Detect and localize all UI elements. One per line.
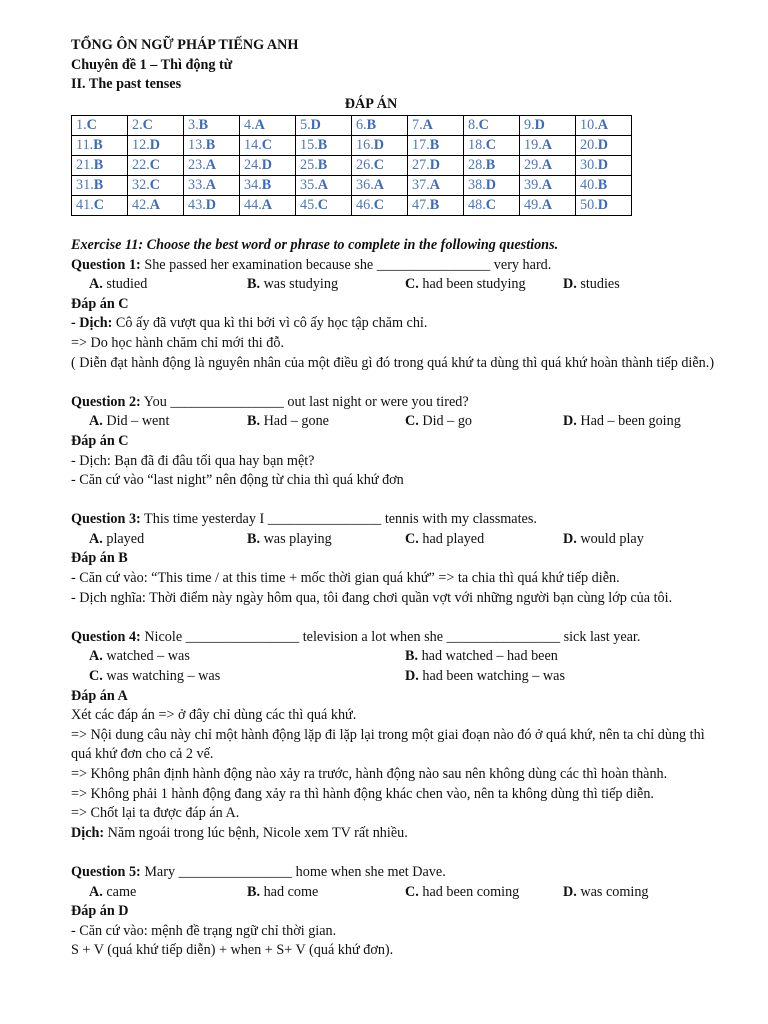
answer-cell <box>576 196 632 216</box>
explanation-text: ( Diễn đạt hành động là nguyên nhân của một điều gì đó trong quá khứ ta dùng thì quá khứ hoàn thành tiếp diễn.) <box>71 354 715 371</box>
answer-cell <box>128 176 184 196</box>
explanation-text: => Nội dung câu này chỉ một hành động lặp đi lặp lại trong một giai đoạn nào đó ở quá khứ, nên ta chỉ dùng thì quá khứ đơn cho cả 2 vế. <box>71 726 705 763</box>
question-text: Nicole ________________ television a lot when she ________________ sick last year. <box>140 628 641 645</box>
answer-letter: D <box>485 177 496 194</box>
answer-number: 27. <box>412 157 430 174</box>
answer-number: 16. <box>356 137 374 154</box>
question-label: Question 3: <box>71 511 141 528</box>
exercise-title: Exercise 11: Choose the best word or phrase to complete in the following questions. <box>71 236 559 253</box>
answer-number: 36. <box>356 177 374 194</box>
option-text: Did – go <box>418 413 472 430</box>
explanation-line <box>71 354 721 374</box>
answer-number: 2. <box>132 117 143 134</box>
answer-letter: D <box>310 117 321 134</box>
option[interactable] <box>89 275 247 295</box>
explanation-text: S + V (quá khứ tiếp diễn) + when + S+ V (quá khứ đơn). <box>71 942 394 959</box>
option-text: had been watching – was <box>418 668 565 685</box>
answer-cell <box>464 116 520 136</box>
option-letter: D. <box>563 276 577 293</box>
explanation-line <box>71 726 721 765</box>
question-text: You ________________ out last night or were you tired? <box>140 393 469 410</box>
option-letter: C. <box>405 530 419 547</box>
explanation-line <box>71 941 721 961</box>
answer-number: 22. <box>132 157 150 174</box>
answer-number: 44. <box>244 197 262 214</box>
answer-cell <box>72 116 128 136</box>
answer-number: 28. <box>468 157 486 174</box>
answer-label: Đáp án A <box>71 687 128 704</box>
answer-letter: C <box>149 177 160 194</box>
option-text: came <box>102 883 137 900</box>
option[interactable] <box>405 647 721 667</box>
explanation-line <box>71 452 721 472</box>
option-text: Had – gone <box>260 413 329 430</box>
answer-cell <box>464 156 520 176</box>
doc-subtitle: Chuyên đề 1 – Thì động từ <box>71 56 233 73</box>
explanation-line <box>71 804 721 824</box>
answer-row <box>72 156 632 176</box>
answer-cell <box>184 176 240 196</box>
answer-cell <box>520 176 576 196</box>
answer-letter: A <box>429 177 440 194</box>
answer-row <box>72 136 632 156</box>
answer-cell <box>408 116 464 136</box>
question-block <box>71 393 721 511</box>
option[interactable] <box>405 530 563 550</box>
answer-letter: B <box>93 137 103 154</box>
answer-cell <box>184 196 240 216</box>
explanation-text: Cô ấy đã vượt qua kì thi bởi vì cô ấy học tập chăm chỉ. <box>112 315 428 332</box>
options-row <box>71 883 721 903</box>
answer-number: 4. <box>244 117 255 134</box>
options-row <box>71 275 721 295</box>
answer-letter: A <box>205 177 216 194</box>
answer-letter: C <box>149 157 160 174</box>
option[interactable] <box>89 647 405 667</box>
option-letter: C. <box>405 413 419 430</box>
option-letter: B. <box>405 648 419 665</box>
answer-cell <box>72 156 128 176</box>
explanation-line <box>71 471 721 491</box>
option-letter: D. <box>563 413 577 430</box>
explanation-text: - Căn cứ vào “last night” nên động từ chia thì quá khứ đơn <box>71 472 404 489</box>
answer-cell <box>464 176 520 196</box>
answer-cell <box>296 116 352 136</box>
explanation-line <box>71 706 721 726</box>
question-label: Question 2: <box>71 393 141 410</box>
answer-letter: A <box>317 177 328 194</box>
answer-cell <box>296 176 352 196</box>
answer-cell <box>296 196 352 216</box>
answer-number: 31. <box>76 177 94 194</box>
option-text: had been coming <box>418 883 520 900</box>
answer-cell <box>240 116 296 136</box>
answer-number: 10. <box>580 117 598 134</box>
answer-letter: B <box>317 137 328 154</box>
answer-letter: A <box>541 157 552 174</box>
explanation-text: - Căn cứ vào: “This time / at this time + mốc thời gian quá khứ” => ta chia thì quá khứ tiếp diễn. <box>71 570 620 587</box>
answer-letter: C <box>317 197 328 214</box>
answer-cell <box>408 176 464 196</box>
answer-cell <box>576 156 632 176</box>
answer-letter: A <box>149 197 160 214</box>
answer-row <box>72 176 632 196</box>
answer-letter: D <box>534 117 545 134</box>
answer-cell <box>296 136 352 156</box>
answer-cell <box>408 196 464 216</box>
answer-letter: D <box>149 137 160 154</box>
answer-letter: A <box>422 117 433 134</box>
answer-number: 8. <box>468 117 479 134</box>
question-text: This time yesterday I ________________ tennis with my classmates. <box>140 511 537 528</box>
answer-number: 3. <box>188 117 199 134</box>
answer-number: 1. <box>76 117 87 134</box>
option-text: Did – went <box>102 413 170 430</box>
answer-letter: B <box>429 197 440 214</box>
answer-number: 35. <box>300 177 318 194</box>
explanation-line <box>71 765 721 785</box>
answer-cell <box>576 136 632 156</box>
explanation-text: Xét các đáp án => ở đây chỉ dùng các thì quá khứ. <box>71 707 357 724</box>
answer-letter: C <box>478 117 489 134</box>
answer-number: 14. <box>244 137 262 154</box>
spacer <box>71 608 721 628</box>
answer-number: 37. <box>412 177 430 194</box>
answer-letter: A <box>261 197 272 214</box>
answer-cell <box>128 156 184 176</box>
answer-letter: D <box>373 137 384 154</box>
answer-label: Đáp án C <box>71 432 129 449</box>
answer-number: 5. <box>300 117 311 134</box>
spacer <box>71 491 721 511</box>
answer-number: 15. <box>300 137 318 154</box>
answer-letter: B <box>261 177 272 194</box>
answer-cell <box>520 156 576 176</box>
explanation-text: => Chốt lại ta được đáp án A. <box>71 805 240 822</box>
answer-letter: B <box>93 157 104 174</box>
explanation-line <box>71 785 721 805</box>
option-letter: D. <box>563 883 577 900</box>
answer-cell <box>240 196 296 216</box>
option-text: would play <box>576 530 644 547</box>
answer-cell <box>352 136 408 156</box>
answer-cell <box>352 116 408 136</box>
option-letter: A. <box>89 413 103 430</box>
answer-cell <box>128 116 184 136</box>
option-letter: D. <box>405 668 419 685</box>
answer-row <box>72 116 632 136</box>
explanation-bold: - Dịch: <box>71 315 113 332</box>
option-letter: A. <box>89 530 103 547</box>
answer-cell <box>576 176 632 196</box>
question-label: Question 4: <box>71 628 141 645</box>
question-block <box>71 256 721 393</box>
options-row <box>71 530 721 550</box>
explanation-text: => Do học hành chăm chỉ mới thi đỗ. <box>71 334 285 351</box>
question-block <box>71 863 721 961</box>
answer-number: 29. <box>524 157 542 174</box>
answer-number: 33. <box>188 177 206 194</box>
answer-cell <box>520 136 576 156</box>
answer-letter: C <box>261 137 272 154</box>
option-text: was coming <box>576 883 649 900</box>
answer-number: 25. <box>300 157 318 174</box>
options-row <box>71 647 721 667</box>
answer-number: 30. <box>580 157 598 174</box>
explanation-line <box>71 922 721 942</box>
explanation-line <box>71 569 721 589</box>
explanation-text: - Dịch nghĩa: Thời điểm này ngày hôm qua, tôi đang chơi quần vợt với những người bạn cùng lớp của tôi. <box>71 589 673 606</box>
answer-number: 43. <box>188 197 206 214</box>
answer-number: 38. <box>468 177 486 194</box>
answer-number: 48. <box>468 197 486 214</box>
answer-number: 32. <box>132 177 150 194</box>
question-block <box>71 510 721 628</box>
option-text: Had – been going <box>576 413 681 430</box>
option-letter: A. <box>89 276 103 293</box>
answer-number: 47. <box>412 197 430 214</box>
option-letter: B. <box>247 883 261 900</box>
option[interactable] <box>405 667 721 687</box>
answer-letter: A <box>254 117 265 134</box>
question-text: She passed her examination because she ________________ very hard. <box>140 256 552 273</box>
answer-letter: C <box>373 197 384 214</box>
option-letter: B. <box>247 530 261 547</box>
answer-cell <box>520 196 576 216</box>
option-text: was playing <box>260 530 332 547</box>
option-text: studies <box>576 276 620 293</box>
question-stem <box>71 863 721 883</box>
explanation-line <box>71 824 721 844</box>
answer-number: 46. <box>356 197 374 214</box>
explanation-bold: Dịch: <box>71 824 105 841</box>
explanation-text: Năm ngoái trong lúc bệnh, Nicole xem TV rất nhiều. <box>104 824 408 841</box>
answer-letter: D <box>429 157 440 174</box>
answer-letter: D <box>597 197 608 214</box>
answer-label: Đáp án C <box>71 295 129 312</box>
answer-number: 45. <box>300 197 318 214</box>
answer-number: 41. <box>76 197 94 214</box>
answer-number: 7. <box>412 117 423 134</box>
option[interactable] <box>405 883 563 903</box>
question-list <box>71 256 721 961</box>
answer-number: 12. <box>132 137 150 154</box>
explanation-line <box>71 589 721 609</box>
answer-row <box>72 196 632 216</box>
answer-letter: C <box>142 117 153 134</box>
option[interactable] <box>247 530 405 550</box>
option-letter: C. <box>89 668 103 685</box>
answer-cell <box>184 156 240 176</box>
answer-letter: A <box>373 177 384 194</box>
answer-cell <box>464 136 520 156</box>
answer-letter: C <box>373 157 384 174</box>
answer-label: Đáp án D <box>71 903 129 920</box>
explanation-line <box>71 314 721 334</box>
question-label: Question 1: <box>71 256 141 273</box>
answer-letter: A <box>205 157 216 174</box>
option-letter: B. <box>247 413 261 430</box>
options-row <box>71 412 721 432</box>
option-text: played <box>102 530 145 547</box>
answer-number: 40. <box>580 177 598 194</box>
answer-letter: B <box>485 157 496 174</box>
question-stem <box>71 256 721 276</box>
question-stem <box>71 393 721 413</box>
answer-letter: B <box>597 177 608 194</box>
answer-letter: D <box>597 157 608 174</box>
answer-cell <box>128 136 184 156</box>
option[interactable] <box>563 530 721 550</box>
answer-cell <box>296 156 352 176</box>
option-letter: D. <box>563 530 577 547</box>
answer-key-table <box>71 115 632 216</box>
question-stem <box>71 510 721 530</box>
answer-number: 24. <box>244 157 262 174</box>
doc-section: II. The past tenses <box>71 76 182 93</box>
answer-letter: B <box>198 117 209 134</box>
answer-letter: A <box>541 197 552 214</box>
answer-letter: A <box>541 137 552 154</box>
answer-letter: B <box>93 177 104 194</box>
option[interactable] <box>405 275 563 295</box>
answer-number: 19. <box>524 137 542 154</box>
answer-number: 21. <box>76 157 94 174</box>
explanation-text: => Không phải 1 hành động đang xảy ra thì hành động khác chen vào, nên ta không dùng thì tiếp diễn. <box>71 785 654 802</box>
answer-letter: C <box>485 197 496 214</box>
explanation-text: - Căn cứ vào: mệnh đề trạng ngữ chỉ thời gian. <box>71 922 337 939</box>
answer-cell <box>240 176 296 196</box>
answer-letter: C <box>86 117 97 134</box>
answer-cell <box>184 116 240 136</box>
answer-cell <box>352 156 408 176</box>
answer-number: 17. <box>412 137 430 154</box>
option-letter: C. <box>405 276 419 293</box>
option-text: had been studying <box>418 276 526 293</box>
answer-cell <box>128 196 184 216</box>
answer-letter: D <box>597 137 608 154</box>
question-block <box>71 628 721 863</box>
option-letter: A. <box>89 883 103 900</box>
option-text: watched – was <box>102 648 190 665</box>
options-row <box>71 667 721 687</box>
answer-cell <box>576 116 632 136</box>
option[interactable] <box>563 275 721 295</box>
answer-number: 20. <box>580 137 598 154</box>
answer-cell <box>240 136 296 156</box>
answer-cell <box>464 196 520 216</box>
answer-number: 6. <box>356 117 367 134</box>
answer-letter: B <box>429 137 440 154</box>
answer-heading: ĐÁP ÁN <box>344 95 398 112</box>
explanation-line <box>71 334 721 354</box>
answer-letter: D <box>261 157 272 174</box>
explanation-text: => Không phân định hành động nào xảy ra trước, hành động nào sau nên không dùng các thì hoàn thành. <box>71 766 668 782</box>
option[interactable] <box>563 412 721 432</box>
answer-cell <box>72 176 128 196</box>
option-text: was studying <box>260 276 339 293</box>
answer-number: 26. <box>356 157 374 174</box>
answer-number: 13. <box>188 137 206 154</box>
option[interactable] <box>89 412 247 432</box>
answer-letter: B <box>205 137 216 154</box>
answer-number: 11. <box>76 137 94 154</box>
option-text: had watched – had been <box>418 648 558 665</box>
option-letter: A. <box>89 648 103 665</box>
option-letter: B. <box>247 276 261 293</box>
answer-letter: C <box>93 197 104 214</box>
option-text: studied <box>102 276 148 293</box>
option[interactable] <box>563 883 721 903</box>
answer-number: 50. <box>580 197 598 214</box>
answer-number: 18. <box>468 137 486 154</box>
option[interactable] <box>89 667 405 687</box>
answer-number: 23. <box>188 157 206 174</box>
answer-number: 34. <box>244 177 262 194</box>
answer-letter: B <box>317 157 328 174</box>
answer-label: Đáp án B <box>71 550 128 567</box>
option[interactable] <box>89 883 247 903</box>
answer-cell <box>240 156 296 176</box>
answer-cell <box>72 196 128 216</box>
answer-cell <box>408 136 464 156</box>
option[interactable] <box>247 883 405 903</box>
question-stem <box>71 628 721 648</box>
option-text: was watching – was <box>102 668 221 685</box>
question-label: Question 5: <box>71 863 141 880</box>
option-text: had come <box>260 883 319 900</box>
answer-cell <box>184 136 240 156</box>
answer-cell <box>408 156 464 176</box>
spacer <box>71 373 721 393</box>
answer-letter: D <box>205 197 216 214</box>
answer-cell <box>72 136 128 156</box>
spacer <box>71 843 721 863</box>
answer-cell <box>520 116 576 136</box>
option[interactable] <box>247 275 405 295</box>
document-page <box>71 36 721 961</box>
answer-number: 39. <box>524 177 542 194</box>
option-text: had played <box>418 530 485 547</box>
doc-title: TỔNG ÔN NGỮ PHÁP TIẾNG ANH <box>71 37 299 53</box>
option[interactable] <box>89 530 247 550</box>
answer-letter: C <box>485 137 496 154</box>
option-letter: C. <box>405 883 419 900</box>
answer-number: 49. <box>524 197 542 214</box>
answer-letter: A <box>597 117 608 134</box>
option[interactable] <box>405 412 563 432</box>
answer-number: 42. <box>132 197 150 214</box>
answer-letter: A <box>541 177 552 194</box>
answer-cell <box>352 196 408 216</box>
answer-cell <box>352 176 408 196</box>
explanation-text: - Dịch: Bạn đã đi đâu tối qua hay bạn mệt? <box>71 452 315 469</box>
question-text: Mary ________________ home when she met Dave. <box>140 863 446 880</box>
answer-letter: B <box>366 117 377 134</box>
option[interactable] <box>247 412 405 432</box>
answer-number: 9. <box>524 117 535 134</box>
